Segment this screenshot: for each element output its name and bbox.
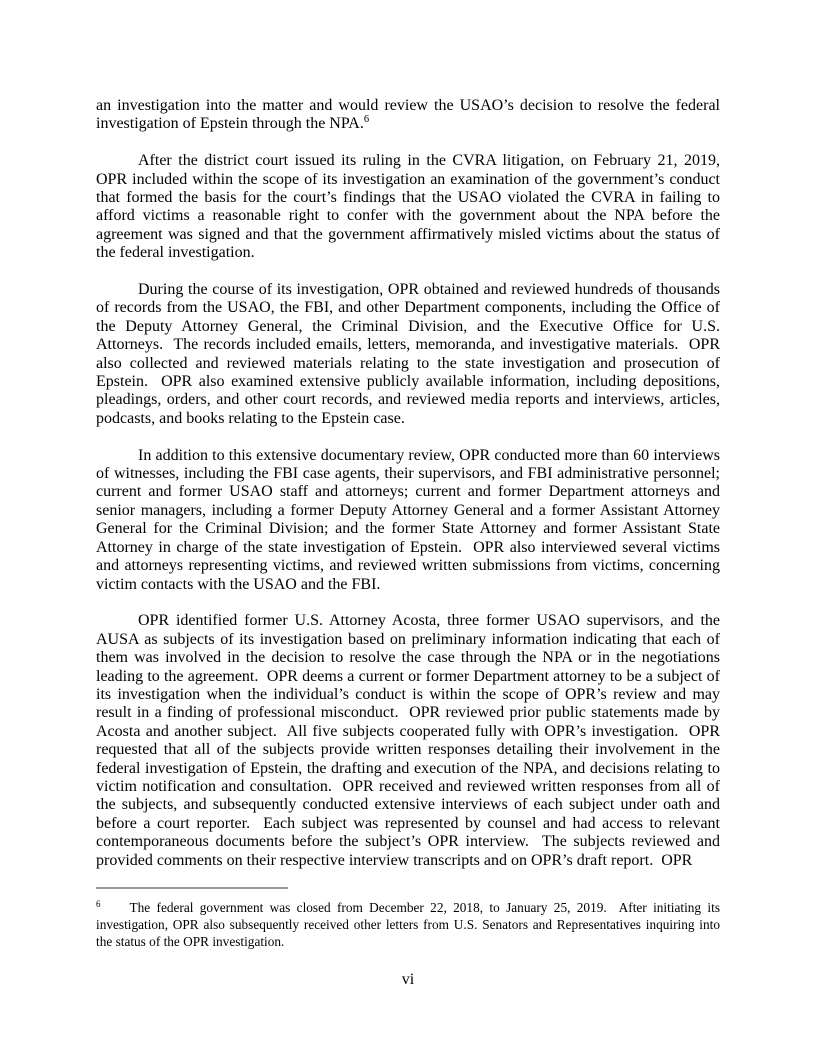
body-paragraph: After the district court issued its ruling in the CVRA litigation, on February 21, 2019, OPR included within the scope of its investigation an examination of the government’s conduct that formed the basis for the court’s findings that the USAO violated the CVRA in failing to afford victims a reasonable right to confer with the government about the NPA before the agreement was signed and that the government affirmatively misled victims about the status of the federal investigation. bbox=[96, 152, 724, 262]
body-paragraph: In addition to this extensive documentary review, OPR conducted more than 60 interviews of witnesses, including the FBI case agents, their supervisors, and FBI administrative personnel; current and former USAO staff and attorneys; current and former Department attorneys and senior managers, including a former Deputy Attorney General and a former Assistant Attorney General for the Criminal Division; and the former State Attorney and former Assistant State Attorney in charge of the state investigation of Epstein. OPR also interviewed several victims and attorneys representing victims, and reviewed written submissions from victims, concerning victim contacts with the USAO and the FBI. bbox=[96, 446, 724, 593]
document-body bbox=[96, 97, 724, 888]
footnote bbox=[96, 899, 724, 950]
body-paragraph: OPR identified former U.S. Attorney Acosta, three former USAO supervisors, and the AUSA as subjects of its investigation based on preliminary information indicating that each of them was involved in the decision to resolve the case through the NPA or in the negotiations leading to the agreement. OPR deems a current or former Department attorney to be a subject of its investigation when the individual’s conduct is within the scope of OPR’s review and may result in a finding of professional misconduct. OPR reviewed prior public statements made by Acosta and another subject. All five subjects cooperated fully with OPR’s investigation. OPR requested that all of the subjects provide written responses detailing their involvement in the federal investigation of Epstein, the drafting and execution of the NPA, and decisions relating to victim notification and consultation. OPR received and reviewed written responses from all of the subjects, and subsequently conducted extensive interviews of each subject under oath and before a court reporter. Each subject was represented by counsel and had access to relevant contemporaneous documents before the subject’s OPR interview. The subjects reviewed and provided comments on their respective interview transcripts and on OPR’s draft report. OPR bbox=[96, 612, 724, 869]
paragraph-text: an investigation into the matter and would review the USAO’s decision to resolve the federal investigation of Epstein through the NPA. bbox=[96, 97, 724, 133]
footnote-marker: 6 bbox=[96, 899, 101, 909]
footnote-separator bbox=[96, 887, 288, 889]
page-number: vi bbox=[401, 971, 415, 988]
body-paragraph: During the course of its investigation, OPR obtained and reviewed hundreds of thousands of records from the USAO, the FBI, and other Department components, including the Office of the Deputy Attorney General, the Criminal Division, and the Executive Office for U.S. Attorneys. The records included emails, letters, memoranda, and investigative materials. OPR also collected and reviewed materials relating to the state investigation and prosecution of Epstein. OPR also examined extensive publicly available information, including depositions, pleadings, orders, and other court records, and reviewed media reports and interviews, articles, podcasts, and books relating to the Epstein case. bbox=[96, 281, 724, 427]
footnote-area bbox=[96, 887, 724, 950]
footnote-text: The federal government was closed from December 22, 2018, to January 25, 2019. After initiating its investigation, OPR also subsequently received other letters from U.S. Senators and Representatives inquiring into the status of the OPR investigation. bbox=[96, 900, 724, 949]
continuation-paragraph bbox=[96, 97, 724, 134]
footnote-reference: 6 bbox=[363, 114, 370, 126]
